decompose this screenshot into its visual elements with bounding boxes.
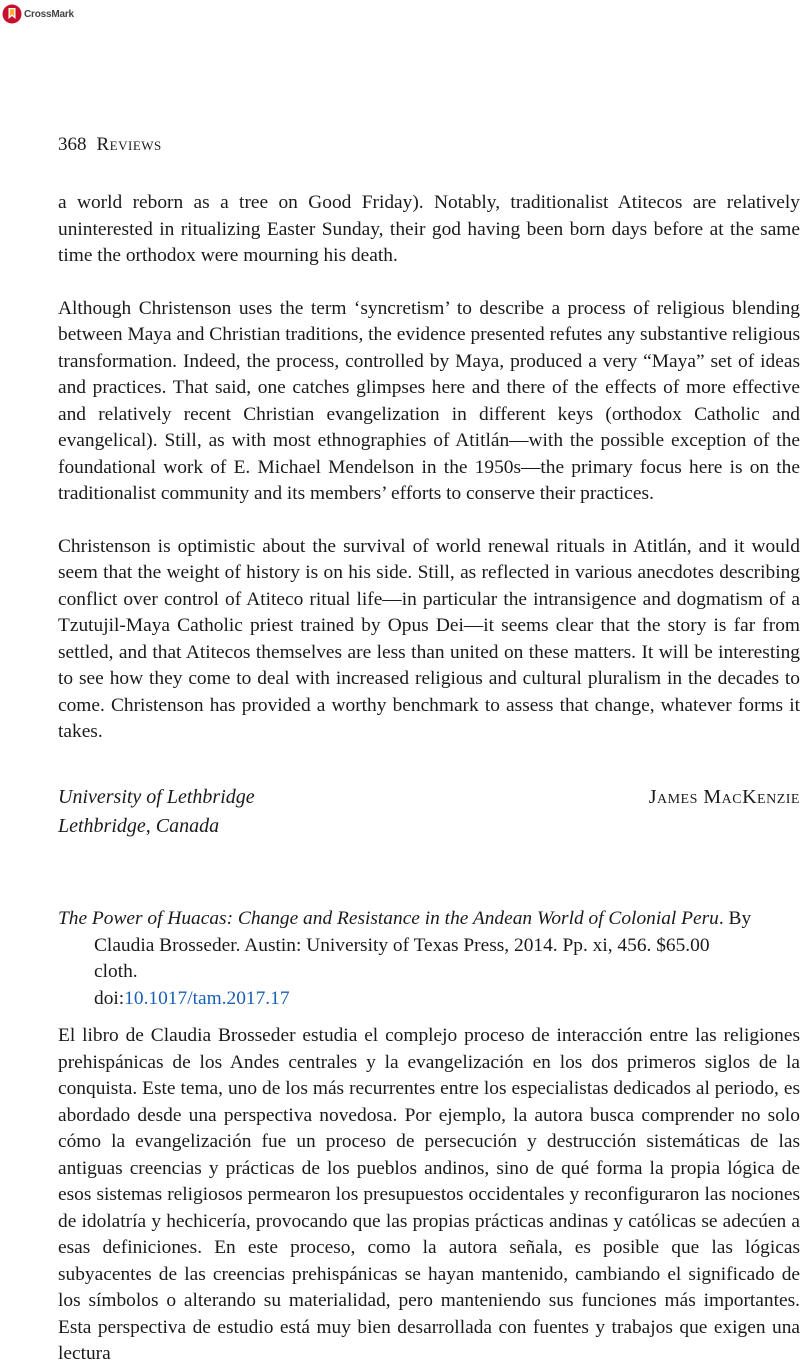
paragraph: a world reborn as a tree on Good Friday). Notably, traditionalist Atitecos are relatively uninterested in ritualizing Easter Sunday, their god having been born days before at the same time the orthodox were mourning his death. xyxy=(58,192,800,266)
running-head xyxy=(58,134,162,156)
reviewer-city: Lethbridge xyxy=(58,815,146,837)
paragraph: El libro de Claudia Brosseder estudia el complejo proceso de interacción entre las religiones prehispánicas de los Andes centrales y la evangelización en los dos primeros siglos de la conquista. Este tema, uno de los más recurrentes entre los especialistas dedicados al periodo, es abordado desde una perspectiva novedosa. Por ejemplo, la autora busca comprender no solo cómo la evangelización fue un proceso de persecución y destrucción sistemáticas de las antiguas creencias y prácticas de los pueblos andinos, sino de qué forma la propia lógica de esos sistemas religiosos permearon los presupuestos occidentales y reconfiguraron las nociones de idolatría y hechicería, provocando que las propias prácticas andinas y católicas se adecúen a esas definiciones. En este proceso, como la autora señala, es posible que las lógicas subyacentes de las creencias prehispánicas se hayan mantenido, cambiando el significado de los símbolos o alterando su materialidad, pero manteniendo sus funciones más importantes. Esta perspectiva de estudio está muy bien desarrollada con fuentes y trabajos que exigen una lectura xyxy=(58,1025,800,1364)
crossmark-icon xyxy=(2,3,22,25)
crossmark-label: CrossMark xyxy=(24,8,74,20)
review-body-2 xyxy=(58,1023,800,1368)
book-title: The Power of Huacas: Change and Resistance in the Andean World of Colonial Peru xyxy=(58,908,719,929)
citation-details: Claudia Brosseder. Austin: University of Texas Press, 2014. Pp. xi, 456. $65.00 xyxy=(94,934,710,956)
doi-prefix: doi: xyxy=(94,987,125,1009)
reviewer-signature: University of Lethbridge James MacKenzie Lethbridge, Canada xyxy=(58,783,800,841)
book-citation: The Power of Huacas: Change and Resistance in the Andean World of Colonial Peru. By Claudia Brosseder. Austin: University of Texas Press, 2014. Pp. xi, 456. $65.00 cloth. doi:10.1017/tam.2017.17 xyxy=(58,906,800,1012)
reviewer-name: James MacKenzie xyxy=(648,786,800,808)
reviewer-country: Canada xyxy=(155,815,220,837)
crossmark-badge[interactable] xyxy=(2,2,74,26)
page-number: 368 xyxy=(58,134,87,155)
paragraph: Although Christenson uses the term ‘syncretism’ to describe a process of religious blending between Maya and Christian traditions, the evidence presented refutes any substantive religious transformation. Indeed, the process, controlled by Maya, produced a very “Maya” set of ideas and practices. That said, one catches glimpses here and there of the effects of more effective and relatively recent Christian evangelization in different keys (orthodox Catholic and evangelical). Still, as with most ethnographies of Atitlán—with the possible exception of the foundational work of E. Michael Mendelson in the 1950s—the primary focus here is on the traditionalist community and its members’ efforts to conserve their practices. xyxy=(58,297,800,504)
reviewer-affiliation: University of Lethbridge xyxy=(58,786,255,808)
citation-binding: cloth. xyxy=(94,961,138,982)
citation-by: By xyxy=(728,908,752,929)
running-head-title: Reviews xyxy=(96,134,162,155)
paragraph: Christenson is optimistic about the survival of world renewal rituals in Atitlán, and it would seem that the weight of history is on his side. Still, as reflected in various anecdotes describing conflict over control of Atiteco ritual life—in particular the intransigence and dogmatism of a Tzutujil-Maya Catholic priest trained by Opus Dei—it seems clear that the story is far from settled, and that Atitecos themselves are less than united on these matters. It will be interesting to see how they come to deal with increased religious and cultural pluralism in the decades to come. Christenson has provided a worthy benchmark to assess that change, whatever forms it takes. xyxy=(58,535,800,742)
review-body-1 xyxy=(58,190,800,746)
doi-link[interactable]: 10.1017/tam.2017.17 xyxy=(124,987,290,1009)
